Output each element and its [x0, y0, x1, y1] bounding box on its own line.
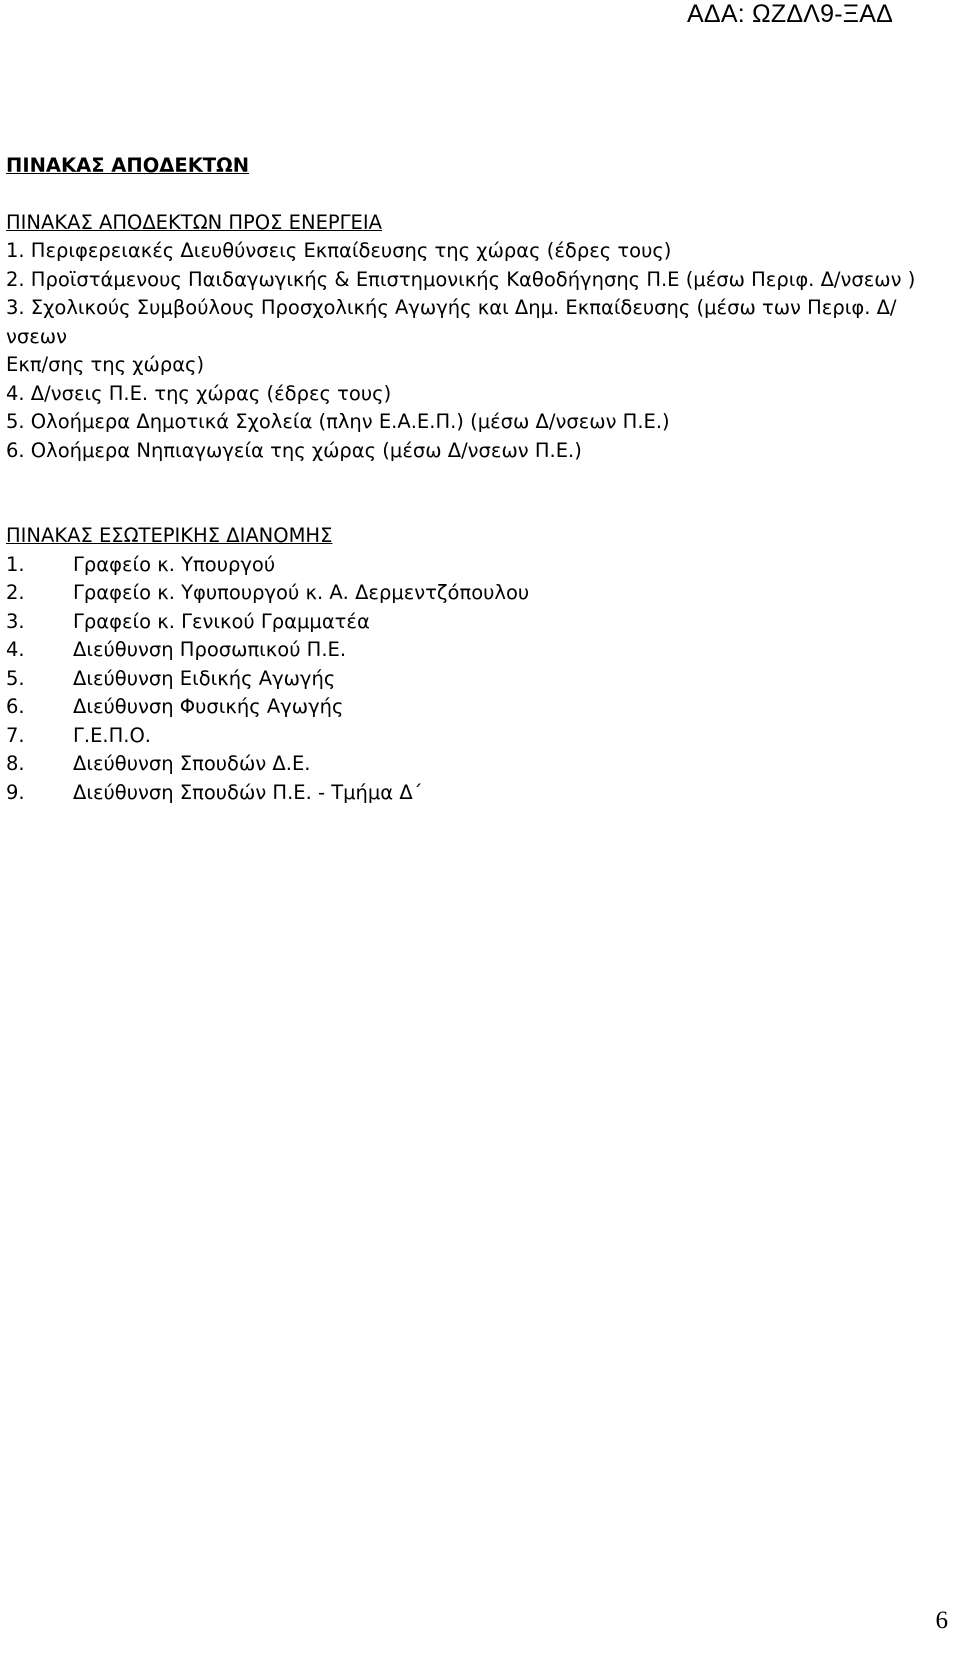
list-item: [6, 579, 954, 608]
item-text: Γραφείο κ. Γενικού Γραμματέα: [73, 609, 370, 633]
item-text: Γραφείο κ. Υφυπουργού κ. Α. Δερμεντζόπουλου: [73, 581, 530, 604]
item-text: Γραφείο κ. Υπουργού: [73, 552, 276, 576]
list-item: [6, 722, 954, 751]
list-item: [6, 779, 954, 808]
item-number: 1.: [6, 552, 25, 576]
item-number: 4.: [6, 638, 25, 661]
ada-identifier: ΑΔΑ: ΩΖΔΛ9-ΞΑΔ: [687, 0, 893, 28]
page-number: 6: [935, 1607, 948, 1634]
internal-distribution-section: [6, 522, 954, 807]
list-item: [6, 608, 954, 637]
recipients-section: [6, 209, 954, 466]
recipient-line: 4. Δ/νσεις Π.Ε. της χώρας (έδρες τους): [6, 381, 392, 405]
recipient-line: 3. Σχολικούς Συμβούλους Προσχολικής Αγωγής και Δημ. Εκπαίδευσης (μέσω των Περιφ. Δ/νσεων: [6, 296, 897, 348]
item-text: Διεύθυνση Φυσικής Αγωγής: [73, 695, 344, 718]
item-number: 6.: [6, 695, 25, 718]
item-text: Διεύθυνση Σπουδών Δ.Ε.: [73, 752, 311, 775]
recipient-line: 1. Περιφερειακές Διευθύνσεις Εκπαίδευσης της χώρας (έδρες τους): [6, 239, 672, 262]
section-spacer: [6, 465, 954, 522]
item-text: Διεύθυνση Προσωπικού Π.Ε.: [73, 638, 347, 661]
recipients-heading: ΠΙΝΑΚΑΣ ΑΠΟΔΕΚΤΩΝ ΠΡΟΣ ΕΝΕΡΓΕΙΑ: [6, 210, 382, 234]
list-item: [6, 693, 954, 722]
recipient-line: 2. Προϊστάμενους Παιδαγωγικής & Επιστημονικής Καθοδήγησης Π.Ε (μέσω Περιφ. Δ/νσεων ): [6, 267, 916, 291]
item-text: Διεύθυνση Σπουδών Π.Ε. - Τμήμα Δ΄: [73, 780, 423, 804]
recipient-line: 6. Ολοήμερα Νηπιαγωγεία της χώρας (μέσω Δ/νσεων Π.Ε.): [6, 438, 582, 462]
item-text: Διεύθυνση Ειδικής Αγωγής: [73, 666, 336, 690]
list-item: [6, 750, 954, 779]
item-number: 7.: [6, 723, 25, 747]
item-number: 2.: [6, 581, 25, 604]
item-number: 8.: [6, 752, 25, 775]
recipient-line: 5. Ολοήμερα Δημοτικά Σχολεία (πλην Ε.Α.Ε.Π.) (μέσω Δ/νσεων Π.Ε.): [6, 410, 670, 433]
list-item: [6, 636, 954, 665]
list-item: [6, 551, 954, 580]
list-item: [6, 665, 954, 694]
item-number: 5.: [6, 666, 25, 690]
item-number: 9.: [6, 780, 25, 804]
recipient-line: Εκπ/σης της χώρας): [6, 353, 205, 376]
document-title: ΠΙΝΑΚΑΣ ΑΠΟΔΕΚΤΩΝ: [6, 154, 250, 177]
item-text: Γ.Ε.Π.Ο.: [73, 723, 151, 747]
document-body: [6, 152, 954, 807]
item-number: 3.: [6, 609, 25, 633]
internal-heading: ΠΙΝΑΚΑΣ ΕΣΩΤΕΡΙΚΗΣ ΔΙΑΝΟΜΗΣ: [6, 524, 333, 547]
